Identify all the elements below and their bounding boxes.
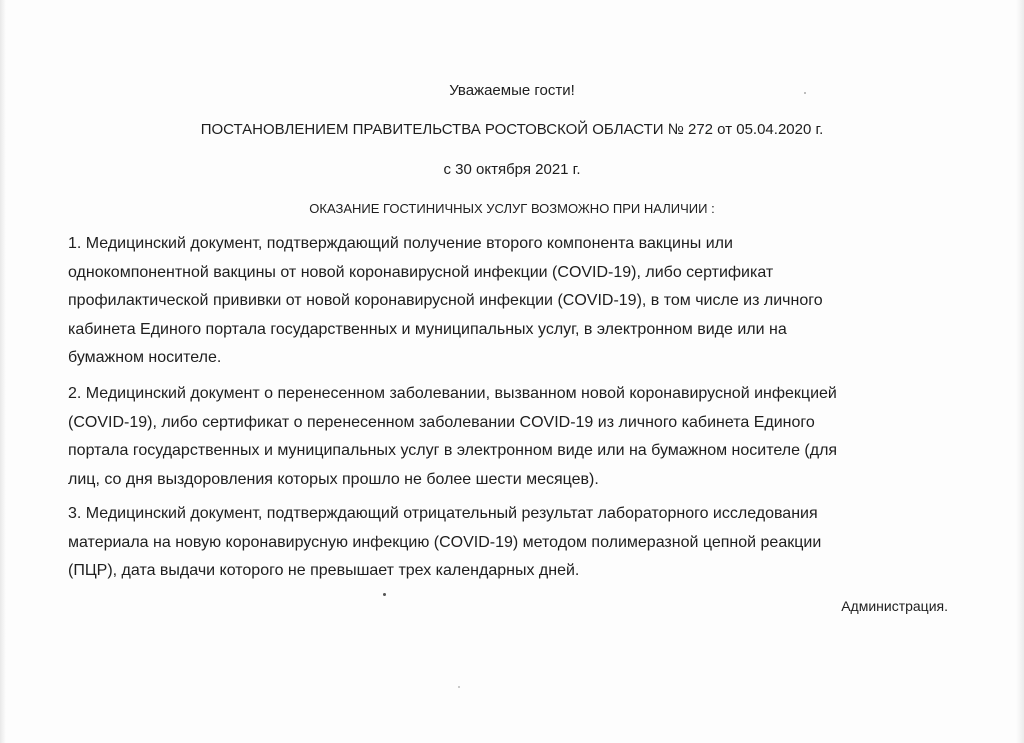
requirement-item-1 [68, 230, 958, 373]
requirement-line: однокомпонентной вакцины от новой коронавирусной инфекции (COVID-19), либо сертификат [68, 263, 774, 281]
scan-edge-right [1016, 0, 1024, 743]
scan-edge-left [0, 0, 6, 743]
notice-decree: ПОСТАНОВЛЕНИЕМ ПРАВИТЕЛЬСТВА РОСТОВСКОЙ ОБЛАСТИ № 272 от 05.04.2020 г. [200, 121, 824, 138]
requirement-line: 3. Медицинский документ, подтверждающий отрицательный результат лабораторного исследования [68, 505, 818, 522]
requirement-line: материала на новую коронавирусную инфекцию (COVID-19) методом полимеразной цепной реакции [68, 533, 822, 551]
notice-heading: ОКАЗАНИЕ ГОСТИНИЧНЫХ УСЛУГ ВОЗМОЖНО ПРИ НАЛИЧИИ : [309, 201, 715, 216]
requirement-line: кабинета Единого портала государственных и муниципальных услуг, в электронном виде или на [68, 320, 787, 338]
scan-speck [804, 92, 806, 94]
notice-signature: Администрация. [841, 598, 948, 614]
notice-greeting: Уважаемые гости! [449, 82, 575, 99]
scan-speck [458, 686, 460, 688]
requirement-line: (ПЦР), дата выдачи которого не превышает трех календарных дней. [68, 562, 580, 579]
requirement-item-3 [68, 500, 958, 586]
requirement-item-2 [68, 380, 958, 494]
requirement-line: (COVID-19), либо сертификат о перенесенном заболевании COVID-19 из личного кабинета Единого [68, 413, 815, 431]
requirement-line: лиц, со дня выздоровления которых прошло не более шести месяцев). [68, 470, 599, 488]
requirement-line: 1. Медицинский документ, подтверждающий получение второго компонента вакцины или [68, 235, 733, 252]
requirement-line: профилактической прививки от новой коронавирусной инфекции (COVID-19), в том числе из личного [68, 292, 823, 309]
requirement-line: бумажном носителе. [68, 349, 222, 366]
requirement-line: 2. Медицинский документ о перенесенном заболевании, вызванном новой коронавирусной инфекцией [68, 385, 837, 402]
requirement-line: портала государственных и муниципальных услуг в электронном виде или на бумажном носителе (для [68, 442, 838, 459]
notice-effective-date: с 30 октября 2021 г. [443, 161, 581, 178]
scan-speck [383, 593, 386, 596]
